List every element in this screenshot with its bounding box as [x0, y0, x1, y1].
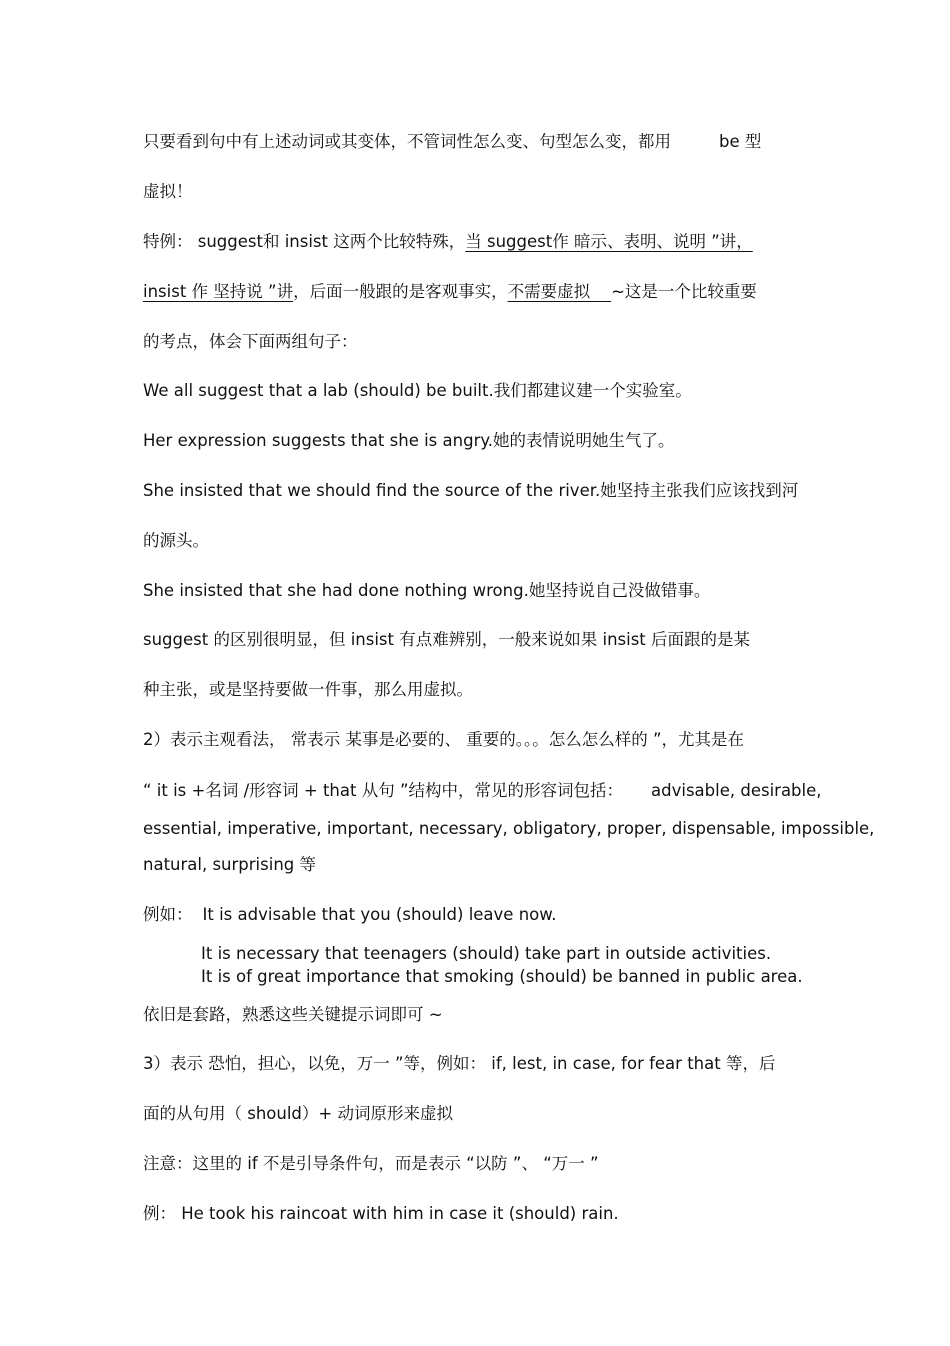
paragraph-line [143, 232, 753, 252]
example-sentence: She insisted that she had done nothing wrong.她坚持说自己没做错事。 [143, 581, 711, 600]
section-heading: 2）表示主观看法， 常表示 某事是必要的、 重要的。。。怎么怎么样的 ”，尤其是在 [143, 730, 745, 749]
paragraph-line: 的考点，体会下面两组句子： [143, 332, 358, 351]
text: 只要看到句中有上述动词或其变体，不管词性怎么变、句型怎么变，都用 [143, 132, 671, 151]
example-sentence: We all suggest that a lab (should) be built.我们都建议建一个实验室。 [143, 381, 692, 400]
underlined-text: 当 suggest作 暗示、表明、说明 ”讲， [465, 232, 753, 251]
paragraph-line: 的源头。 [143, 531, 209, 550]
paragraph-line: suggest 的区别很明显，但 insist 有点难辨别，一般来说如果 insist 后面跟的是某 [143, 630, 751, 649]
underlined-text: insist 作 坚持说 ”讲 [143, 282, 294, 301]
section-heading: 3）表示 恐怕，担心，以免，万一 ”等，例如： if, lest, in case, for fear that 等，后 [143, 1054, 776, 1073]
paragraph-line: 虚拟！ [143, 182, 193, 201]
paragraph-line: essential, imperative, important, necessary, obligatory, proper, dispensable, impossible, [143, 819, 875, 838]
paragraph-line [143, 781, 822, 801]
example-block [143, 905, 557, 925]
paragraph-line: 依旧是套路，熟悉这些关键提示词即可 ~ [143, 1005, 443, 1024]
paragraph-line: 面的从句用（ should）+ 动词原形来虚拟 [143, 1104, 453, 1123]
text: be 型 [719, 132, 762, 151]
text: ，后面一般跟的是客观事实， [293, 282, 508, 301]
paragraph-line: natural, surprising 等 [143, 855, 317, 874]
example-sentence: It is advisable that you (should) leave now. [202, 905, 557, 924]
paragraph-line [143, 282, 757, 302]
example-sentence: It is of great importance that smoking (should) be banned in public area. [201, 967, 803, 986]
underlined-text: 不需要虚拟 [507, 282, 612, 301]
example-label: 例如： [143, 905, 193, 924]
text: ~这是一个比较重要 [611, 282, 757, 301]
example-sentence: It is necessary that teenagers (should) take part in outside activities. [201, 944, 772, 963]
paragraph-line: 种主张，或是坚持要做一件事，那么用虚拟。 [143, 680, 473, 699]
text: 特例： suggest和 insist 这两个比较特殊， [143, 232, 466, 251]
text: “ it is +名词 /形容词 + that 从句 ”结构中，常见的形容词包括： [143, 781, 624, 800]
text: advisable, desirable, [651, 781, 822, 800]
paragraph-line [143, 132, 761, 152]
example-sentence: She insisted that we should find the source of the river.她坚持主张我们应该找到河 [143, 481, 799, 500]
example-sentence: 例： He took his raincoat with him in case it (should) rain. [143, 1204, 619, 1223]
example-sentence: Her expression suggests that she is angry.她的表情说明她生气了。 [143, 431, 675, 450]
note-line: 注意：这里的 if 不是引导条件句，而是表示 “以防 ”、 “万一 ” [143, 1154, 599, 1173]
